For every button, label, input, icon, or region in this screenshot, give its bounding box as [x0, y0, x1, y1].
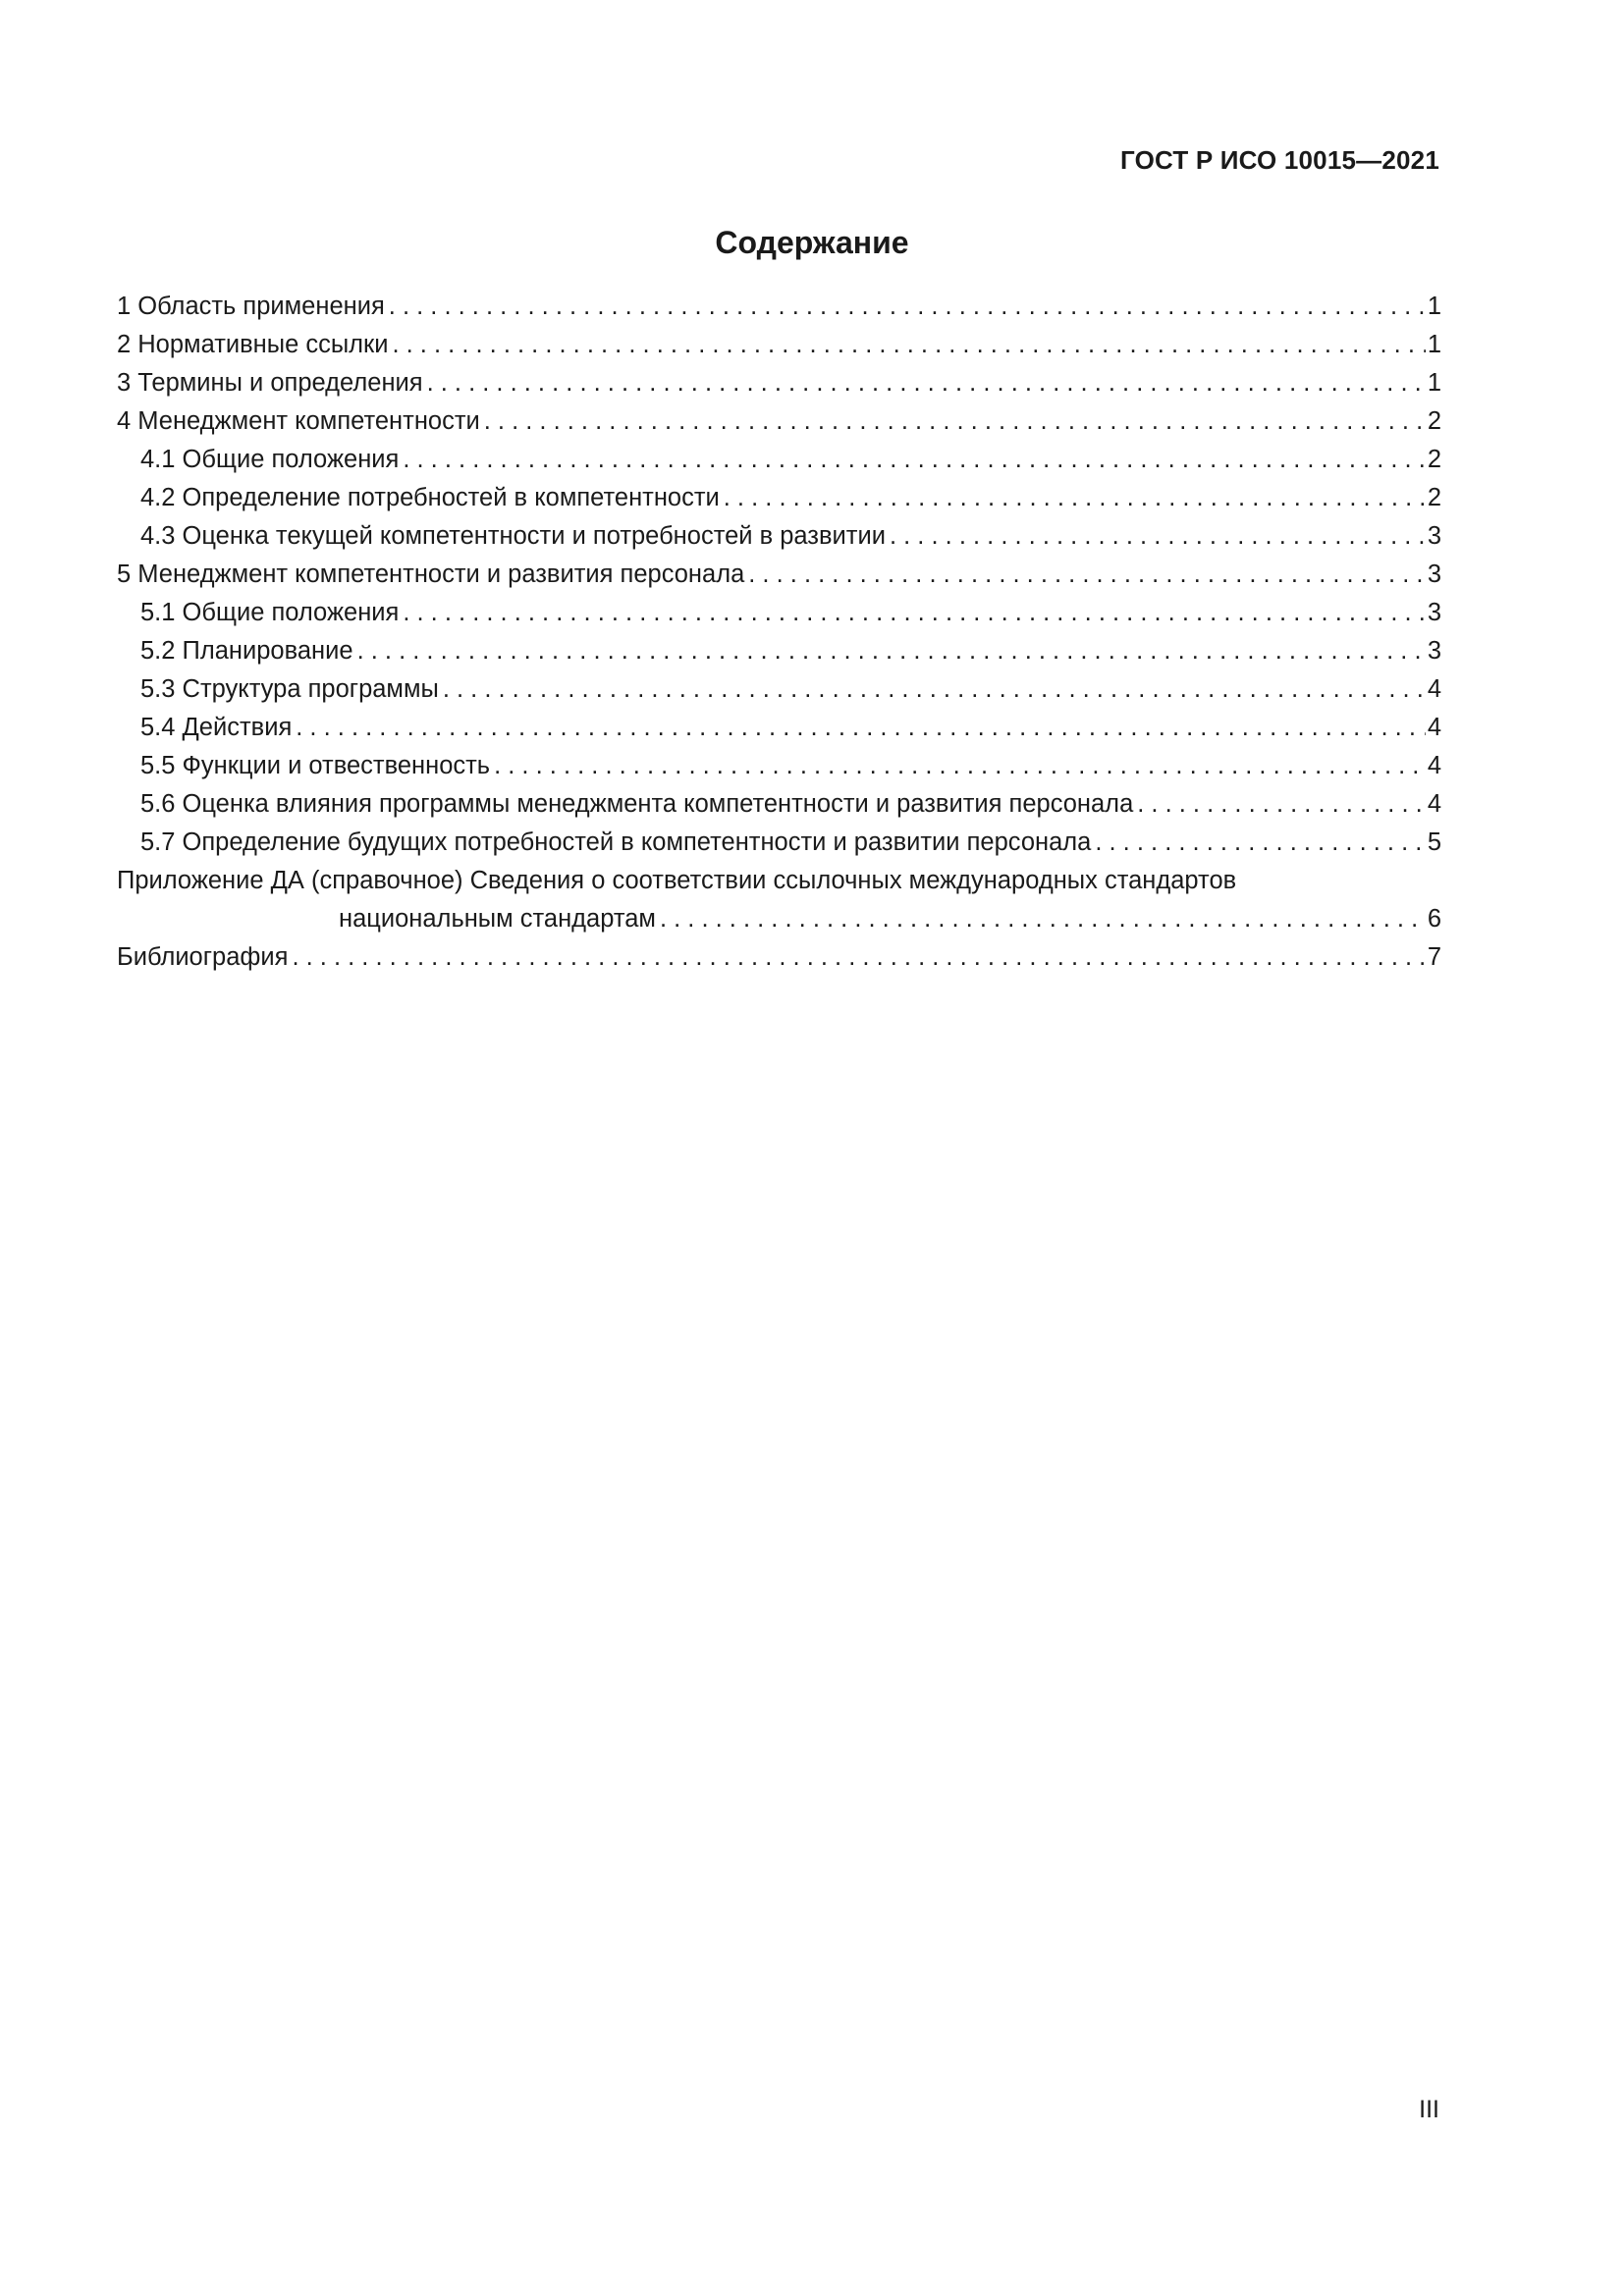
toc-entry-5-5[interactable]: [117, 747, 1441, 785]
toc-entry-page: 4: [1427, 752, 1441, 779]
toc-entry-label: 5.6 Оценка влияния программы менеджмента компетентности и развития персонала: [140, 790, 1134, 818]
toc-entry-page: 3: [1427, 561, 1441, 588]
toc-entry-label: 2 Нормативные ссылки: [117, 331, 389, 358]
toc-entry-label: 4 Менеджмент компетентности: [117, 407, 480, 435]
toc-entry-page: 4: [1427, 714, 1441, 741]
toc-leader-dots: [389, 288, 1426, 326]
toc-entry-page: 3: [1427, 522, 1441, 550]
toc-entry-label: 4.3 Оценка текущей компетентности и потребностей в развитии: [140, 522, 886, 550]
toc-entry-page: 2: [1427, 407, 1441, 435]
toc-entry-5[interactable]: [117, 556, 1441, 594]
toc-leader-dots: [403, 441, 1425, 479]
toc-entry-5-3[interactable]: [117, 670, 1441, 709]
toc-entry-bibliography[interactable]: [117, 938, 1441, 977]
toc-entry-page: 5: [1427, 828, 1441, 856]
toc-entry-annex-da[interactable]: [117, 862, 1441, 900]
toc-title: Содержание: [715, 225, 909, 260]
toc-entry-page: 1: [1427, 293, 1441, 320]
toc-leader-dots: [427, 364, 1426, 402]
toc-leader-dots: [296, 709, 1426, 747]
toc-annex-label-line2: национальным стандартам: [339, 905, 656, 933]
toc-entry-3[interactable]: [117, 364, 1441, 402]
toc-entry-page: 7: [1427, 943, 1441, 971]
toc-leader-dots: [890, 517, 1426, 556]
toc-entry-page: 3: [1427, 637, 1441, 665]
toc-entry-label: 5.7 Определение будущих потребностей в компетентности и развитии персонала: [140, 828, 1092, 856]
toc-leader-dots: [660, 900, 1426, 938]
toc-leader-dots: [403, 594, 1425, 632]
toc-leader-dots: [484, 402, 1426, 441]
toc-leader-dots: [443, 670, 1426, 709]
toc-entry-page: 2: [1427, 446, 1441, 473]
toc-leader-dots: [494, 747, 1426, 785]
toc-leader-dots: [724, 479, 1426, 517]
toc-entry-4-3[interactable]: [117, 517, 1441, 556]
toc-entry-label: 4.1 Общие положения: [140, 446, 400, 473]
toc-entry-page: 1: [1427, 369, 1441, 397]
toc-entry-4-2[interactable]: [117, 479, 1441, 517]
toc-entry-label: 5 Менеджмент компетентности и развития персонала: [117, 561, 745, 588]
toc-entry-5-6[interactable]: [117, 785, 1441, 824]
toc-entry-label: 5.2 Планирование: [140, 637, 353, 665]
toc-entry-label: 3 Термины и определения: [117, 369, 423, 397]
toc-entry-4[interactable]: [117, 402, 1441, 441]
toc-entry-2[interactable]: [117, 326, 1441, 364]
toc-leader-dots: [292, 938, 1425, 977]
toc-entry-page: 6: [1427, 905, 1441, 933]
table-of-contents: [117, 288, 1441, 977]
toc-entry-4-1[interactable]: [117, 441, 1441, 479]
toc-leader-dots: [1095, 824, 1425, 862]
toc-entry-label: 5.4 Действия: [140, 714, 293, 741]
toc-entry-page: 4: [1427, 675, 1441, 703]
toc-entry-page: 4: [1427, 790, 1441, 818]
toc-entry-5-2[interactable]: [117, 632, 1441, 670]
toc-entry-label: 4.2 Определение потребностей в компетентности: [140, 484, 720, 511]
toc-entry-5-7[interactable]: [117, 824, 1441, 862]
toc-leader-dots: [748, 556, 1426, 594]
toc-leader-dots: [1137, 785, 1426, 824]
toc-entry-page: 1: [1427, 331, 1441, 358]
toc-entry-label: 5.3 Структура программы: [140, 675, 439, 703]
page-number: III: [1419, 2096, 1439, 2123]
toc-entry-annex-da-continued[interactable]: [117, 900, 1441, 938]
toc-entry-label: Библиография: [117, 943, 289, 971]
toc-leader-dots: [392, 326, 1425, 364]
toc-leader-dots: [357, 632, 1426, 670]
toc-entry-5-1[interactable]: [117, 594, 1441, 632]
toc-entry-label: 1 Область применения: [117, 293, 385, 320]
toc-entry-1[interactable]: [117, 288, 1441, 326]
toc-entry-label: 5.1 Общие положения: [140, 599, 400, 626]
document-code: ГОСТ Р ИСО 10015—2021: [1119, 145, 1439, 175]
toc-entry-page: 2: [1427, 484, 1441, 511]
toc-entry-5-4[interactable]: [117, 709, 1441, 747]
toc-entry-label: 5.5 Функции и отвественность: [140, 752, 491, 779]
toc-entry-page: 3: [1427, 599, 1441, 626]
toc-annex-label-line1: Приложение ДА (справочное) Сведения о соответствии ссылочных международных стандартов: [117, 867, 1237, 894]
